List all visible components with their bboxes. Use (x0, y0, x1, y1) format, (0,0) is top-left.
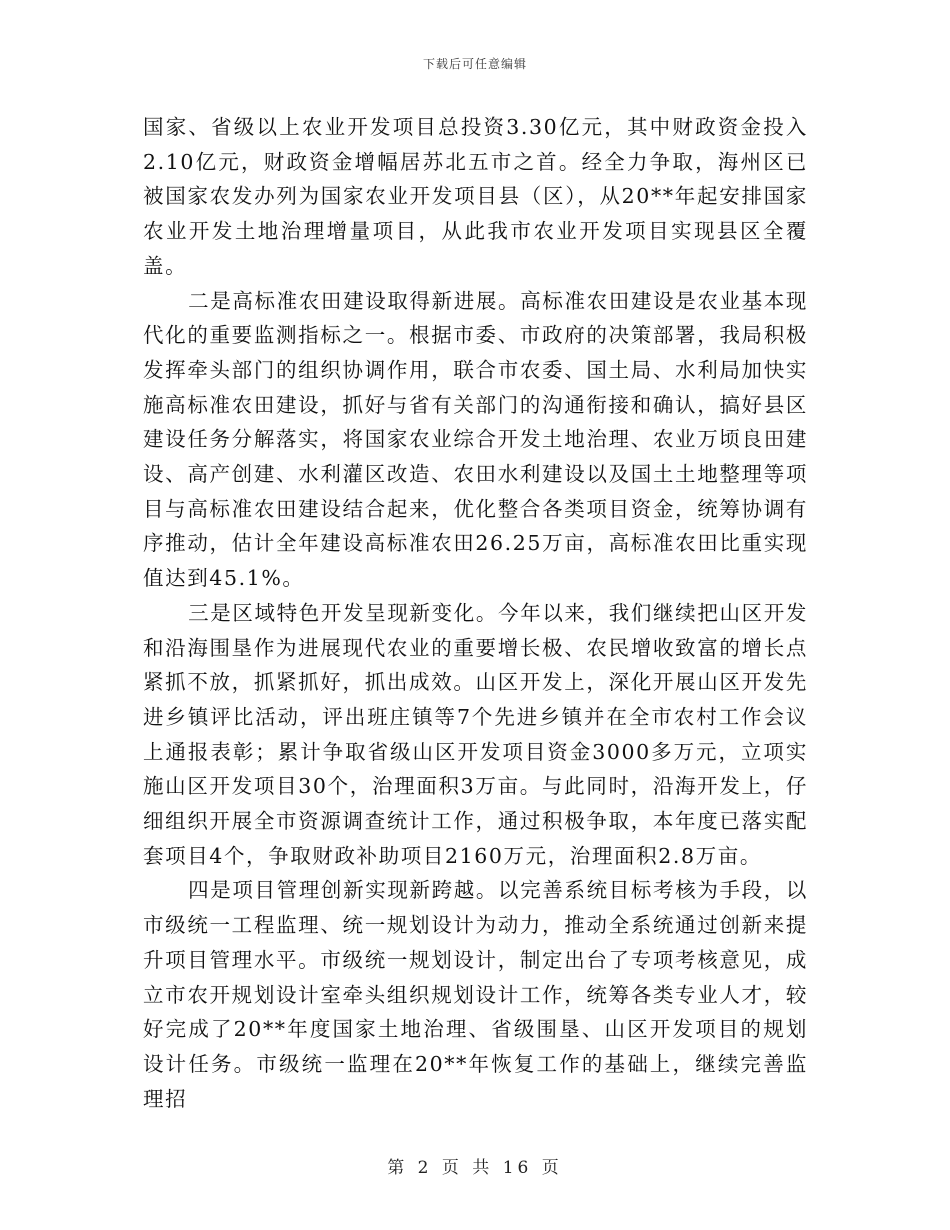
document-body (143, 110, 808, 1116)
paragraph-3: 三是区域特色开发呈现新变化。今年以来，我们继续把山区开发和沿海围垦作为进展现代农业的重要增长极、农民增收致富的增长点紧抓不放，抓紧抓好，抓出成效。山区开发上，深化开展山区开发先进乡镇评比活动，评出班庄镇等7个先进乡镇并在全市农村工作会议上通报表彰；累计争取省级山区开发项目资金3000多万元，立项实施山区开发项目30个，治理面积3万亩。与此同时，沿海开发上，仔细组织开展全市资源调查统计工作，通过积极争取，本年度已落实配套项目4个，争取财政补助项目2160万元，治理面积2.8万亩。 (143, 600, 808, 868)
page-number-footer: 第 2 页 共 16 页 (387, 1158, 563, 1178)
paragraph-2: 二是高标准农田建设取得新进展。高标准农田建设是农业基本现代化的重要监测指标之一。根据市委、市政府的决策部署，我局积极发挥牵头部门的组织协调作用，联合市农委、国土局、水利局加快实施高标准农田建设，抓好与省有关部门的沟通衔接和确认，搞好县区建设任务分解落实，将国家农业综合开发土地治理、农业万顷良田建设、高产创建、水利灌区改造、农田水利建设以及国土土地整理等项目与高标准农田建设结合起来，优化整合各类项目资金，统筹协调有序推动，估计全年建设高标准农田26.25万亩，高标准农田比重实现值达到45.1%。 (143, 288, 808, 591)
paragraph-1: 国家、省级以上农业开发项目总投资3.30亿元，其中财政资金投入2.10亿元，财政资金增幅居苏北五市之首。经全力争取，海州区已被国家农发办列为国家农业开发项目县（区），从20**年起安排国家农业开发土地治理增量项目，从此我市农业开发项目实现县区全覆盖。 (143, 115, 808, 278)
paragraph-4: 四是项目管理创新实现新跨越。以完善系统目标考核为手段，以市级统一工程监理、统一规划设计为动力，推动全系统通过创新来提升项目管理水平。市级统一规划设计，制定出台了专项考核意见，成立市农开规划设计室牵头组织规划设计工作，统筹各类专业人才，较好完成了20**年度国家土地治理、省级围垦、山区开发项目的规划设计任务。市级统一监理在20**年恢复工作的基础上，继续完善监理招 (143, 878, 808, 1111)
page-header-note: 下载后可任意编辑 (422, 57, 527, 71)
